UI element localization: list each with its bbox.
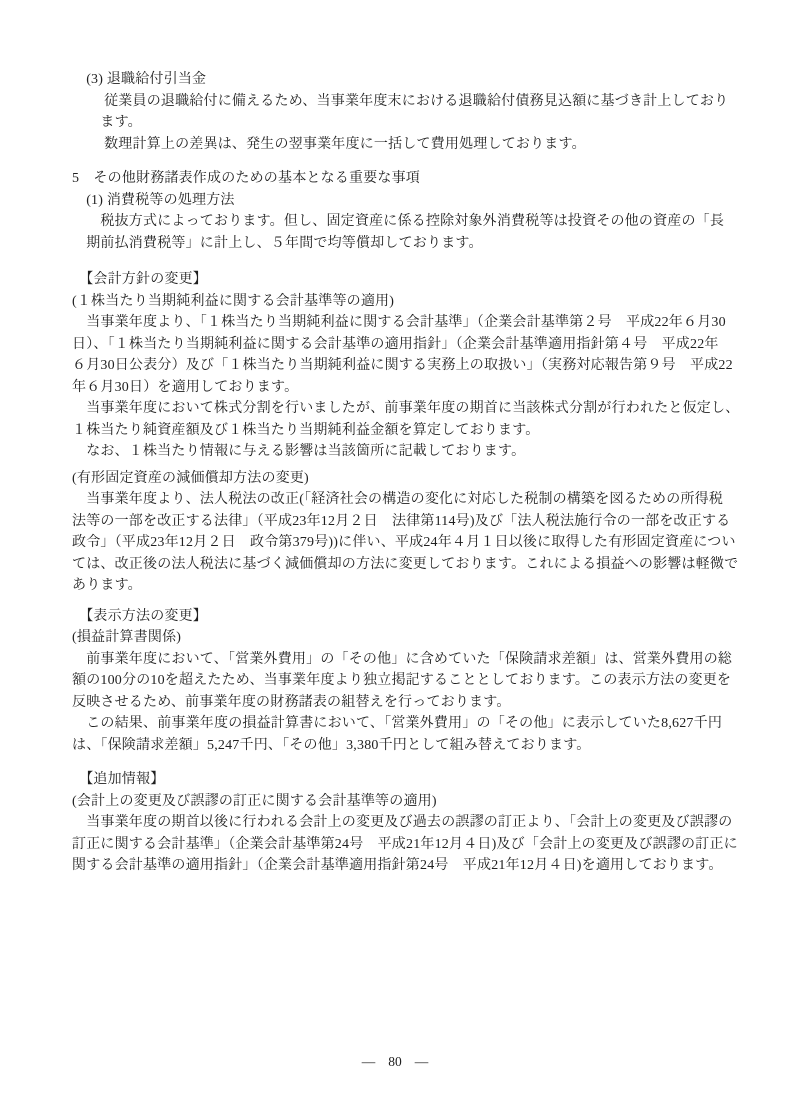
page-footer [0,1053,790,1071]
text-line: 日）、「１株当たり当期純利益に関する会計基準の適用指針」（企業会計基準適用指針第４号 平成22年 [72,336,719,352]
text-line: 法等の一部を改正する法律」（平成23年12月２日 法律第114号)及び「法人税法施行令の一部を改正する [72,513,731,529]
text-line: 当事業年度において株式分割を行いましたが、前事業年度の期首に当該株式分割が行われたと仮定し、 [72,401,740,416]
text-line: この結果、前事業年度の損益計算書において、「営業外費用」の「その他」に表示していた8,627千円 [72,716,723,731]
text-line: ６月30日公表分）及び「１株当たり当期純利益に関する実務上の取扱い」（実務対応報告第９号 平成22 [72,358,733,373]
text-line: 【表示方法の変更】 [72,608,207,624]
text-line: 当事業年度の期首以後に行われる会計上の変更及び過去の誤謬の訂正より、「会計上の変更及び誤謬の [72,815,733,830]
text-line: なお、１株当たり情報に与える影響は当該箇所に記載しております。 [72,444,526,459]
footer-right-dash: ― [414,1054,429,1069]
text-line: (3) 退職給付引当金 [72,72,207,87]
section-additional-information [72,769,750,877]
text-line: 【会計方針の変更】 [72,272,207,287]
text-line: 政令」（平成23年12月２日 政令第379号))に伴い、平成24年４月１日以後に取得した有形固定資産につい [72,535,736,550]
text-line: (１株当たり当期純利益に関する会計基準等の適用) [72,293,395,309]
text-line: (1) 消費税等の処理方法 [72,192,235,208]
section-presentation-method-change [72,606,750,757]
text-line: 税抜方式によっております。但し、固定資産に係る控除対象外消費税等は投資その他の資産の「長 [72,214,725,229]
section-other-important-matters [72,168,750,254]
text-line: 当事業年度より、法人税法の改正(「経済社会の構造の変化に対応した税制の構築を図るための所得税 [72,492,724,507]
text-line: (有形固定資産の減価償却方法の変更) [72,470,309,486]
text-line: 反映させるため、前事業年度の財務諸表の組替えを行っております。 [72,694,511,710]
section-accounting-policy-change [72,269,750,463]
text-line: ては、改正後の法人税法に基づく減価償却の方法に変更しております。これによる損益への影響は軽微で [72,556,739,572]
text-line: 当事業年度より、「１株当たり当期純利益に関する会計基準」（企業会計基準第２号 平成22年６月30 [72,315,726,330]
text-line: 関する会計基準の適用指針」（企業会計基準適用指針第24号 平成21年12月４日)を適用しております。 [72,858,723,873]
text-line: 前事業年度において、「営業外費用」の「その他」に含めていた「保険請求差額」は、営業外費用の総 [72,651,733,667]
section-retirement-benefit-provision [72,69,750,155]
text-line: 【追加情報】 [72,772,165,787]
text-line: は、「保険請求差額」5,247千円、「その他」3,380千円として組み替えております。 [72,737,591,753]
page-number: 80 [388,1054,402,1069]
text-line: (損益計算書関係) [72,630,182,645]
text-line: 5 その他財務諸表作成のための基本となる重要な事項 [72,171,420,186]
text-line: ます。 [72,115,142,130]
text-line: あります。 [72,578,142,593]
text-line: 従業員の退職給付に備えるため、当事業年度末における退職給付債務見込額に基づき計上しており [72,93,729,109]
text-line: (会計上の変更及び誤謬の訂正に関する会計基準等の適用) [72,793,437,809]
text-line: 年６月30日）を適用しております。 [72,379,299,395]
text-line: 額の100分の10を超えたため、当事業年度より独立掲記することとしております。この表示方法の変更を [72,673,732,688]
document-page [72,69,750,877]
text-line: 訂正に関する会計基準」（企業会計基準第24号 平成21年12月４日)及び「会計上の変更及び誤謬の訂正に [72,836,738,852]
text-line: 期前払消費税等」に計上し、５年間で均等償却しております。 [72,235,483,251]
text-line: １株当たり純資産額及び１株当たり当期純利益金額を算定しております。 [72,422,540,438]
text-line: 数理計算上の差異は、発生の翌事業年度に一括して費用処理しております。 [72,136,586,152]
section-depreciation-method-change [72,468,750,597]
footer-left-dash: ― [361,1054,376,1069]
